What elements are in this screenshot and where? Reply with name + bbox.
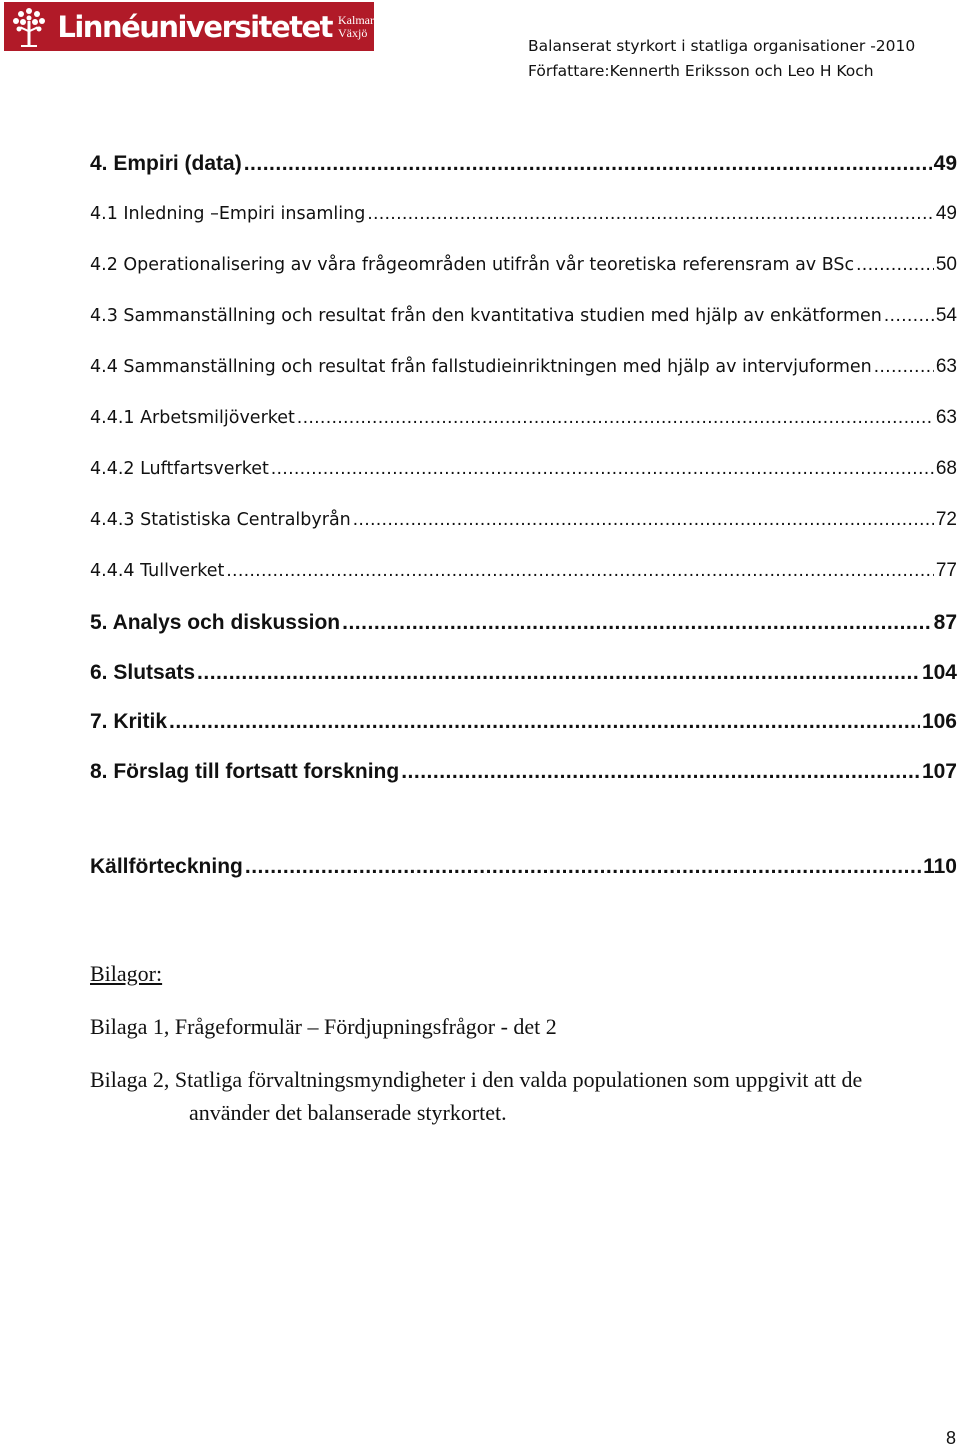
- toc-leader: [856, 254, 934, 276]
- logo-campuses: [338, 14, 374, 40]
- toc-entry[interactable]: [90, 203, 957, 254]
- toc-entry-page: 63: [935, 407, 957, 428]
- toc-entry[interactable]: [90, 611, 957, 661]
- toc-entry[interactable]: [90, 152, 957, 203]
- toc-entry-page: 68: [935, 458, 957, 479]
- appendix-item-line: Bilaga 2, Statliga förvaltningsmyndigheter i den valda populationen som uppgivit att de: [90, 1067, 863, 1092]
- toc-entry-label: 4.4.4 Tullverket: [90, 561, 225, 581]
- toc-leader: [342, 611, 932, 635]
- toc-entry-page: 72: [935, 509, 957, 530]
- toc-leader: [197, 661, 920, 685]
- appendix-item: [90, 1063, 950, 1129]
- toc-leader: [244, 152, 932, 176]
- toc-entry[interactable]: [90, 305, 957, 356]
- toc-leader: [401, 760, 920, 784]
- toc-entry-label: 4.4.2 Luftfartsverket: [90, 459, 269, 479]
- toc-leader: [271, 458, 934, 480]
- toc-entry-label: 6. Slutsats: [90, 660, 196, 684]
- toc-entry-page: 104: [921, 660, 957, 684]
- toc-entry[interactable]: [90, 458, 957, 509]
- tree-icon: [4, 2, 53, 51]
- toc-entry-page: 54: [935, 305, 957, 326]
- toc-entry[interactable]: [90, 509, 957, 560]
- toc-entry-label: 4.3 Sammanställning och resultat från den kvantitativa studien med hjälp av enkätformen: [90, 306, 882, 326]
- toc-entry[interactable]: [90, 356, 957, 407]
- header-title: Balanserat styrkort i statliga organisationer -2010: [528, 37, 916, 55]
- toc-entry-label: 4.4.3 Statistiska Centralbyrån: [90, 510, 351, 530]
- toc-entry[interactable]: [90, 560, 957, 611]
- toc-entry-page: 87: [933, 611, 957, 634]
- toc-entry-label: 4.4 Sammanställning och resultat från fallstudieinriktningen med hjälp av intervjuformen: [90, 357, 872, 377]
- toc-entry-page: 106: [921, 710, 957, 733]
- toc-entry-label: 4.1 Inledning –Empiri insamling: [90, 204, 366, 224]
- toc-entry-page: 50: [935, 254, 957, 275]
- header-authors: Författare:Kennerth Eriksson och Leo H Koch: [528, 62, 874, 80]
- toc-entry-page: 49: [935, 203, 957, 224]
- toc-leader: [367, 203, 934, 225]
- table-of-contents: [90, 152, 957, 809]
- running-header: [528, 34, 915, 84]
- toc-leader: [874, 356, 934, 378]
- toc-entry-label: 7. Kritik: [90, 710, 168, 733]
- toc-leader: [884, 305, 934, 327]
- logo-campus-vaxjo: Växjö: [338, 25, 368, 40]
- toc-entry-label: 8. Förslag till fortsatt forskning: [90, 759, 400, 783]
- toc-entry-label: 4.2 Operationalisering av våra frågeområden utifrån vår teoretiska referensram av BSc: [90, 255, 855, 275]
- toc-entry-label: 5. Analys och diskussion: [90, 611, 341, 634]
- toc-entry-references: [90, 855, 957, 906]
- toc-entry[interactable]: [90, 760, 957, 810]
- toc-entry-page: 49: [933, 152, 957, 175]
- toc-entry-page: 110: [923, 855, 957, 878]
- toc-entry-page: 107: [921, 759, 957, 783]
- appendix-item: Bilaga 1, Frågeformulär – Fördjupningsfrågor - det 2: [90, 1014, 557, 1039]
- toc-entry[interactable]: [90, 407, 957, 458]
- toc-entry[interactable]: [90, 855, 957, 906]
- toc-entry[interactable]: [90, 254, 957, 305]
- logo-wordmark: Linnéuniversitetet: [57, 9, 333, 44]
- toc-entry-label: Källförteckning: [90, 855, 243, 878]
- toc-leader: [297, 407, 934, 429]
- toc-entry-label: 4. Empiri (data): [90, 152, 242, 175]
- toc-entry-page: 77: [935, 560, 957, 581]
- toc-leader: [169, 710, 920, 734]
- appendices-heading: Bilagor:: [90, 961, 163, 986]
- toc-leader: [353, 509, 934, 531]
- university-logo: [4, 2, 374, 51]
- page-number: 8: [945, 1428, 956, 1448]
- toc-entry-label: 4.4.1 Arbetsmiljöverket: [90, 408, 295, 428]
- toc-leader: [245, 855, 921, 879]
- toc-leader: [226, 560, 933, 582]
- toc-entry-page: 63: [935, 356, 957, 377]
- logo-campus-kalmar: Kalmar: [338, 12, 374, 27]
- toc-entry[interactable]: [90, 661, 957, 711]
- appendix-item-line: använder det balanserade styrkortet.: [189, 1100, 507, 1125]
- toc-entry[interactable]: [90, 710, 957, 760]
